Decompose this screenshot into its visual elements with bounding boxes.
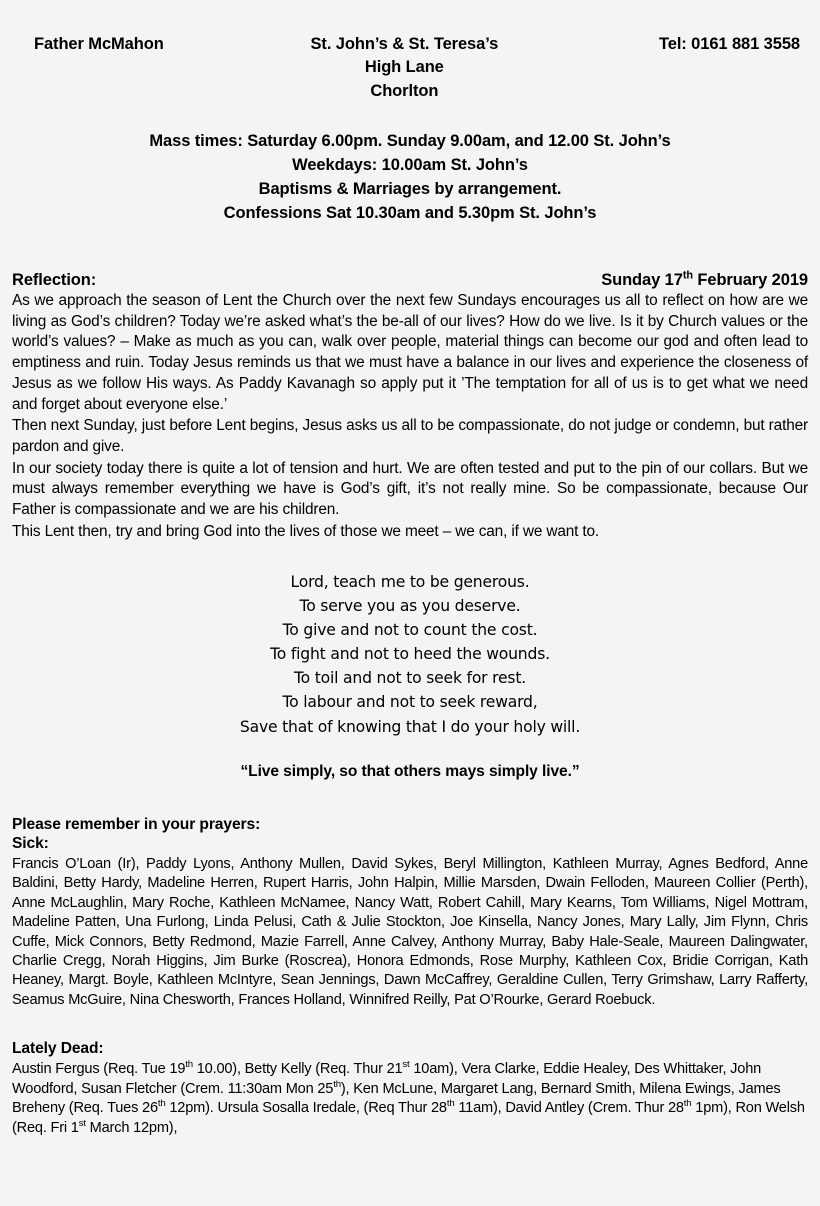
prayer-line-7: Save that of knowing that I do your holy will. [239,717,581,736]
pull-quote: “Live simply, so that others mays simply live.” [240,762,580,780]
reflection-paragraph-4: This Lent then, try and bring God into the lives of those we meet – we can, if we want to. [12,522,600,540]
masthead [12,0,808,103]
parish-address-line-1: High Lane [364,58,444,77]
sick-heading: Sick: [12,834,49,852]
prayer-line-5: To toil and not to seek for rest. [293,669,526,688]
sick-names-list: Francis O’Loan (Ir), Paddy Lyons, Anthony Mullen, David Sykes, Beryl Millington, Kathleen Murray, Agnes Bedford, Anne Baldini, Betty Hardy, Madeline Herren, Rupert Harris, John Halpin, Millie Marsden, Dwain Felloden, Maureen Collier (Perth), Anne McLaughlin, Mary Roche, Kathleen McNamee, Nancy Watt, Robert Cahill, Mary Kearns, Tom Williams, Nigel Mottram, Madeline Patten, Una Furlong, Linda Pelusi, Cath & Julie Stockton, Joe Kinsella, Nancy Jones, Mary Lally, Jim Flynn, Chris Cuffe, Mick Connors, Betty Redmond, Mazie Farrell, Anne Calvey, Anthony Murray, Baby Hale-Seale, Maureen Dalingwater, Charlie Cregg, Norah Higgins, Jim Burke (Roscrea), Honora Edmonds, Rose Murphy, Kathleen Cox, Bridie Corrigan, Kath Heaney, Margt. Boyle, Kathleen McIntyre, Sean Jennings, Dawn McCaffrey, Geraldine Cullen, Terry Grimshaw, Larry Rafferty, Seamus McGuire, Nina Chesworth, Frances Holland, Winnifred Reilly, Pat O’Rourke, Gerard Roebuck. [12,855,808,1008]
issue-date-ordinal: th [682,269,693,282]
prayer-line-1: Lord, teach me to be generous. [290,572,530,591]
ordinal-suffix: th [185,1059,193,1071]
ordinal-suffix: th [683,1098,692,1110]
reflection-paragraph-2: Then next Sunday, just before Lent begins, Jesus asks us all to be compassionate, do not judge or condemn, but rather pardon and give. [12,417,808,455]
ordinal-suffix: th [333,1079,341,1091]
reflection-paragraph-1: As we approach the season of Lent the Church over the next few Sundays encourages us all to reflect on how are we living as God’s children? Today we’re asked what’s the be-all of our lives? How do we live. Is it by Church values or the world’s values? – Make as much as you can, walk over people, material things can become our god and often lead to emptiness and ruin. Today Jesus reminds us that we must have a balance in our lives and experience the closeness of Jesus as we follow His ways. As Paddy Kavanagh so apply put it ’The temptation for all of us is to get what we need and forget about everyone else.’ [12,291,808,413]
prayer-line-4: To fight and not to heed the wounds. [270,645,550,664]
parish-name [311,33,499,103]
ordinal-suffix: st [402,1059,410,1071]
lately-dead-list: Austin Fergus (Req. Tue 19th 10.00), Betty Kelly (Req. Thur 21st 10am), Vera Clarke, Eddie Healey, Des Whittaker, John Woodford, Susan Fletcher (Crem. 11:30am Mon 25th), Ken McLune, Margaret Lang, Bernard Smith, Milena Ewings, James Breheny (Req. Tues 26th 12pm). Ursula Sosalla Iredale, (Req Thur 28th 11am), David Antley (Crem. Thur 28th 1pm), Ron Welsh (Req. Fri 1st March 12pm), [12,1059,805,1136]
issue-date-suffix: February 2019 [692,270,808,289]
mass-times-line-4: Confessions Sat 10.30am and 5.30pm St. John’s [223,204,597,223]
parish-name-line-1: St. John’s & St. Teresa’s [310,35,499,53]
ordinal-suffix: th [157,1098,166,1110]
ordinal-suffix: st [78,1117,86,1129]
issue-date [601,271,808,290]
ordinal-suffix: th [446,1098,455,1110]
prayer-line-6: To labour and not to seek reward, [282,693,538,712]
telephone: Tel: 0161 881 3558 [658,35,800,53]
priest-name: Father McMahon [34,35,164,53]
mass-times-block [12,130,808,226]
prayer-block [12,570,808,739]
prayers-heading: Please remember in your prayers: [12,815,261,833]
mass-times-line-1: Mass times: Saturday 6.00pm. Sunday 9.00am, and 12.00 St. John’s [149,132,671,151]
lately-dead-heading: Lately Dead: [12,1040,104,1058]
reflection-header [12,271,808,290]
mass-times-line-2: Weekdays: 10.00am St. John’s [292,156,528,175]
parish-address-line-2: Chorlton [370,81,439,100]
issue-date-prefix: Sunday 17 [601,270,683,289]
reflection-title: Reflection: [12,270,97,289]
mass-times-line-3: Baptisms & Marriages by arrangement. [258,180,562,199]
reflection-paragraph-3: In our society today there is quite a lot of tension and hurt. We are often tested and put to the pin of our collars. But we must always remember everything we have is God’s gift, it’s not really mine. So be compassionate, because Our Father is compassionate and we are his children. [12,459,808,519]
prayer-line-3: To give and not to count the cost. [282,620,538,639]
prayer-line-2: To serve you as you deserve. [299,596,521,615]
